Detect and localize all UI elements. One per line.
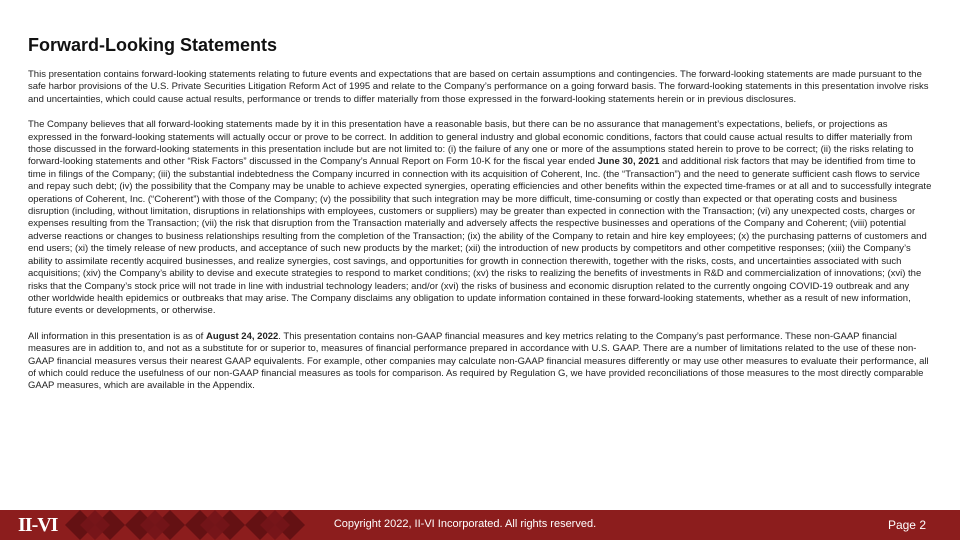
page-number: Page 2 xyxy=(887,518,926,532)
paragraph-risk-factors-text-a: The Company believes that all forward-looking statements made by it in this presentation have a reasonable basis, but there can be no assurance that management’s expectations, beliefs, or projections as expressed in the forward-looking statements will actually occur or prove to be correct. In addition to general industry and global economic conditions, factors that could cause actual results to differ materially from those discussed in the forward-looking statements in this presentation include but are not limited to: (i) the failure of any one or more of the assumptions stated herein to prove to be correct; (ii) the risks relating to forward-looking statements and other “Risk Factors” discussed in the Company’s Annual Report on Form 10-K for the fiscal year ended xyxy=(28,119,914,168)
slide-title: Forward-Looking Statements xyxy=(28,35,278,55)
paragraph-non-gaap-text-a: All information in this presentation is as of xyxy=(28,330,206,342)
fiscal-year-date: June 30, 2021 xyxy=(597,156,660,168)
footer-bar xyxy=(0,510,960,540)
paragraph-risk-factors xyxy=(28,119,932,318)
paragraph-non-gaap xyxy=(28,331,932,393)
paragraph-non-gaap-text-b: . This presentation contains non-GAAP financial measures and key metrics relating to the Company’s past performance. These non-GAAP financial measures are in addition to, and not as a substitute for or superior to, measures of financial performance prepared in accordance with U.S. GAAP. There are a number of limitations related to the use of these non-GAAP financial measures versus their nearest GAAP equivalents. For example, other companies may calculate non-GAAP financial measures differently or may use other measures to evaluate their performance, all of which could reduce the usefulness of our non-GAAP financial measures as tools for comparison. As required by Regulation G, we have provided reconciliations of those measures to the most directly comparable GAAP measures, which are available in the Appendix. xyxy=(28,330,929,392)
copyright-text: Copyright 2022, II-VI Incorporated. All rights reserved. xyxy=(333,518,597,530)
paragraph-safe-harbor: This presentation contains forward-looking statements relating to future events and expectations that are based on certain assumptions and contingencies. The forward-looking statements are made pursuant to the safe harbor provisions of the U.S. Private Securities Litigation Reform Act of 1995 and relate to the Company’s performance on a going forward basis. The forward-looking statements in this presentation involve risks and uncertainties, which could cause actual results, performance or trends to differ materially from those expressed in the forward-looking statements herein or in previous disclosures. xyxy=(28,69,929,105)
company-logo: II-VI xyxy=(18,514,58,536)
slide-body xyxy=(28,69,932,406)
information-date: August 24, 2022 xyxy=(205,330,279,342)
paragraph-risk-factors-text-b: and additional risk factors that may be identified from time to time in filings of the Company; (iii) the substantial indebtedness the Company incurred in connection with its acquisition of Coherent, Inc. (the “Transaction”) and the need to generate sufficient cash flows to service and repay such debt; (iv) the possibility that the Company may be unable to achieve expected synergies, operating efficiencies and other benefits within the expected time-frames or at all and to successfully integrate operations of Coherent, Inc. (“Coherent”) with those of the Company; (v) the possibility that such integration may be more difficult, time-consuming or costly than expected or that operating costs and business disruption (including, without limitation, disruptions in relationships with employees, customers or suppliers) may be greater than expected in connection with the Transaction; (vi) any unexpected costs, charges or expenses resulting from the Transaction; (vii) the risk that disruption from the Transaction materially and adversely affects the respective businesses and operations of the Company and Coherent; (viii) potential adverse reactions or changes to business relationships resulting from the completion of the Transaction; (ix) the ability of the Company to retain and hire key employees; (x) the purchasing patterns of customers and end users; (xi) the timely release of new products, and acceptance of such new products by the market; (xii) the introduction of new products by competitors and other competitive responses; (xiii) the Company’s ability to assimilate recently acquired businesses, and realize synergies, cost savings, and opportunities for growth in connection therewith, together with the risks, costs, and uncertainties associated with such acquisitions; (xiv) the Company’s ability to devise and execute strategies to respond to market conditions; (xv) the risks to realizing the benefits of investments in R&D and commercialization of innovations; (xvi) the risks that the Company’s stock price will not trade in line with industrial technology leaders; and/or (xvi) the risks of business and economic disruption related to the currently ongoing COVID-19 outbreak and any other worldwide health epidemics or outbreaks that may arise. The Company disclaims any obligation to update information contained in these forward-looking statements, whether as a result of new information, future events or developments, or otherwise. xyxy=(28,156,932,317)
